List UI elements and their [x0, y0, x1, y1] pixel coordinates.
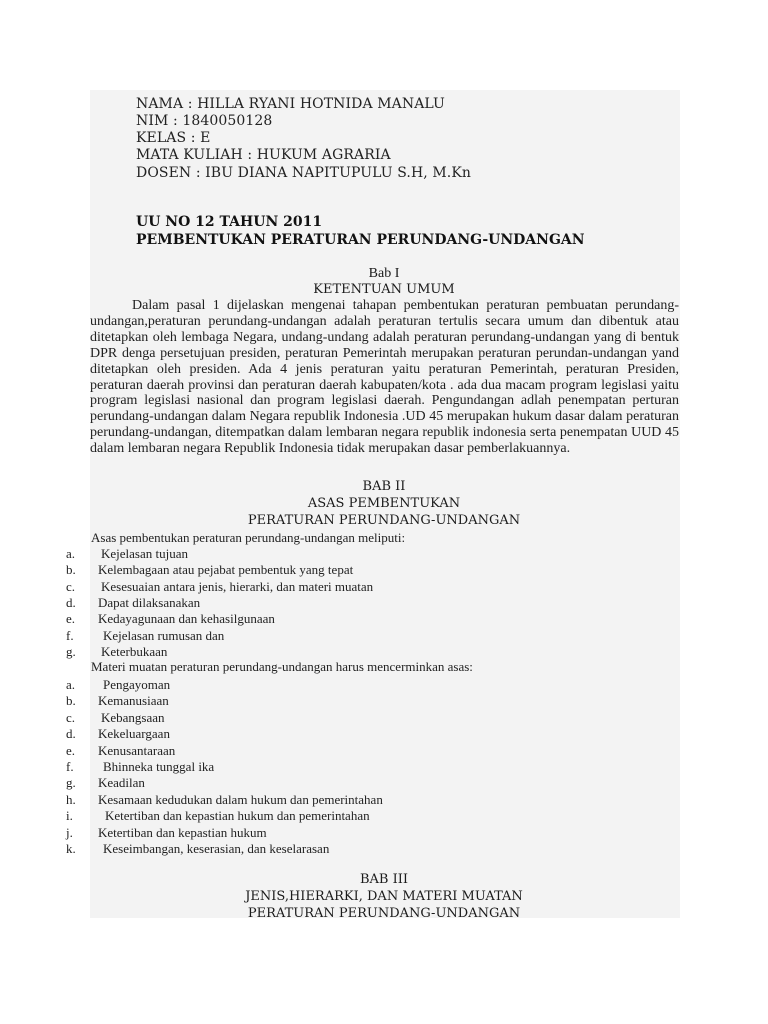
list-item: Keadilan	[98, 775, 145, 791]
list-marker: i.	[66, 808, 73, 824]
list-item: Kedayagunaan dan kehasilgunaan	[98, 611, 275, 627]
list-marker: a.	[66, 546, 76, 561]
list-marker: f.	[66, 627, 74, 643]
list-marker: d.	[66, 726, 76, 742]
student-nim: NIM : 1840050128	[136, 113, 273, 129]
list-item: Kekeluargaan	[98, 726, 170, 742]
bab3-heading-1: JENIS,HIERARKI, DAN MATERI MUATAN	[245, 889, 523, 904]
list2-intro: Materi muatan peraturan perundang-undangan harus mencerminkan asas:	[91, 659, 473, 674]
list-item: Kebangsaan	[101, 709, 165, 725]
list-marker: b.	[66, 693, 76, 709]
list-item: Kenusantaraan	[98, 742, 176, 758]
document-subtitle: PEMBENTUKAN PERATURAN PERUNDANG-UNDANGAN	[136, 232, 585, 248]
document-title: UU NO 12 TAHUN 2011	[136, 214, 323, 230]
bab2-heading-1: ASAS PEMBENTUKAN	[307, 496, 461, 511]
list-item: Dapat dilaksanakan	[98, 594, 201, 610]
bab2-label: BAB II	[362, 479, 406, 494]
list-marker: g.	[66, 643, 76, 659]
list-item: Kesamaan kedudukan dalam hukum dan pemerintahan	[98, 791, 383, 807]
list-item: Ketertiban dan kepastian hukum	[98, 824, 267, 840]
list-item: Pengayoman	[103, 677, 171, 692]
lecturer-name: DOSEN : IBU DIANA NAPITUPULU S.H, M.Kn	[136, 165, 472, 181]
list-item: Ketertiban dan kepastian hukum dan pemerintahan	[105, 808, 370, 824]
list-item: Kejelasan rumusan dan	[103, 627, 225, 643]
student-class: KELAS : E	[136, 130, 211, 146]
bab1-heading: KETENTUAN UMUM	[313, 282, 455, 297]
bab1-paragraph: Dalam pasal 1 dijelaskan mengenai tahapan pembentukan peraturan pembuatan perundang-undangan,peraturan perundang-undangan adalah peraturan tertulis secara umum dan dibentuk atau ditetapkan oleh lembaga Negara, undang-undang adalah peraturan perundang-undangan yang di bentuk DPR denga persetujuan presiden, peraturan Pemerintah merupakan peraturan perundan-undangan yand ditetapkan oleh presiden. Ada 4 jenis peraturan yaitu peraturan Pemerintah, peraturan Presiden, peraturan daerah provinsi dan peraturan daerah kabupaten/kota . ada dua macam program legislasi yaitu program legislasi nasional dan program legislasi daerah. Pengundangan adlah penempatan perturan perundang-undangan dalam Negara republik Indonesia .UD 45 merupakan hukum dasar dalam peraturan perundang-undangan, ditempatkan dalam lembaran negara republik indonesia serta penempatan UUD 45 dalam lembaran negara Republik Indonesia tidak merupakan dasar pemberlakuannya.	[90, 298, 679, 457]
bab2-heading-2: PERATURAN PERUNDANG-UNDANGAN	[247, 513, 521, 528]
list-item: Kejelasan tujuan	[101, 546, 188, 561]
list-marker: c.	[66, 709, 76, 725]
bab3-heading-2: PERATURAN PERUNDANG-UNDANGAN	[247, 906, 521, 921]
list-marker: g.	[66, 775, 76, 791]
list-marker: f.	[66, 759, 74, 774]
list-marker: c.	[66, 578, 76, 594]
list-marker: d.	[66, 594, 76, 610]
list-item: Bhinneka tunggal ika	[103, 759, 215, 774]
list-marker: h.	[66, 791, 76, 807]
list-marker: a.	[66, 677, 76, 692]
bab3-label: BAB III	[359, 872, 409, 887]
list-marker: e.	[66, 742, 76, 758]
list-item: Kelembagaan atau pejabat pembentuk yang tepat	[98, 562, 354, 578]
list-marker: e.	[66, 611, 76, 627]
bab1-label: Bab I	[368, 266, 400, 281]
student-name: NAMA : HILLA RYANI HOTNIDA MANALU	[136, 96, 445, 112]
list1-intro: Asas pembentukan peraturan perundang-undangan meliputi:	[91, 530, 406, 545]
list-item: Kesesuaian antara jenis, hierarki, dan materi muatan	[101, 578, 374, 594]
course-name: MATA KULIAH : HUKUM AGRARIA	[136, 147, 391, 163]
list-item: Kemanusiaan	[98, 693, 169, 709]
list-marker: k.	[66, 841, 76, 856]
list-item: Keterbukaan	[101, 643, 168, 659]
list-marker: b.	[66, 562, 76, 578]
list-item: Keseimbangan, keserasian, dan keselarasan	[103, 841, 330, 856]
list-marker: j.	[66, 824, 73, 840]
